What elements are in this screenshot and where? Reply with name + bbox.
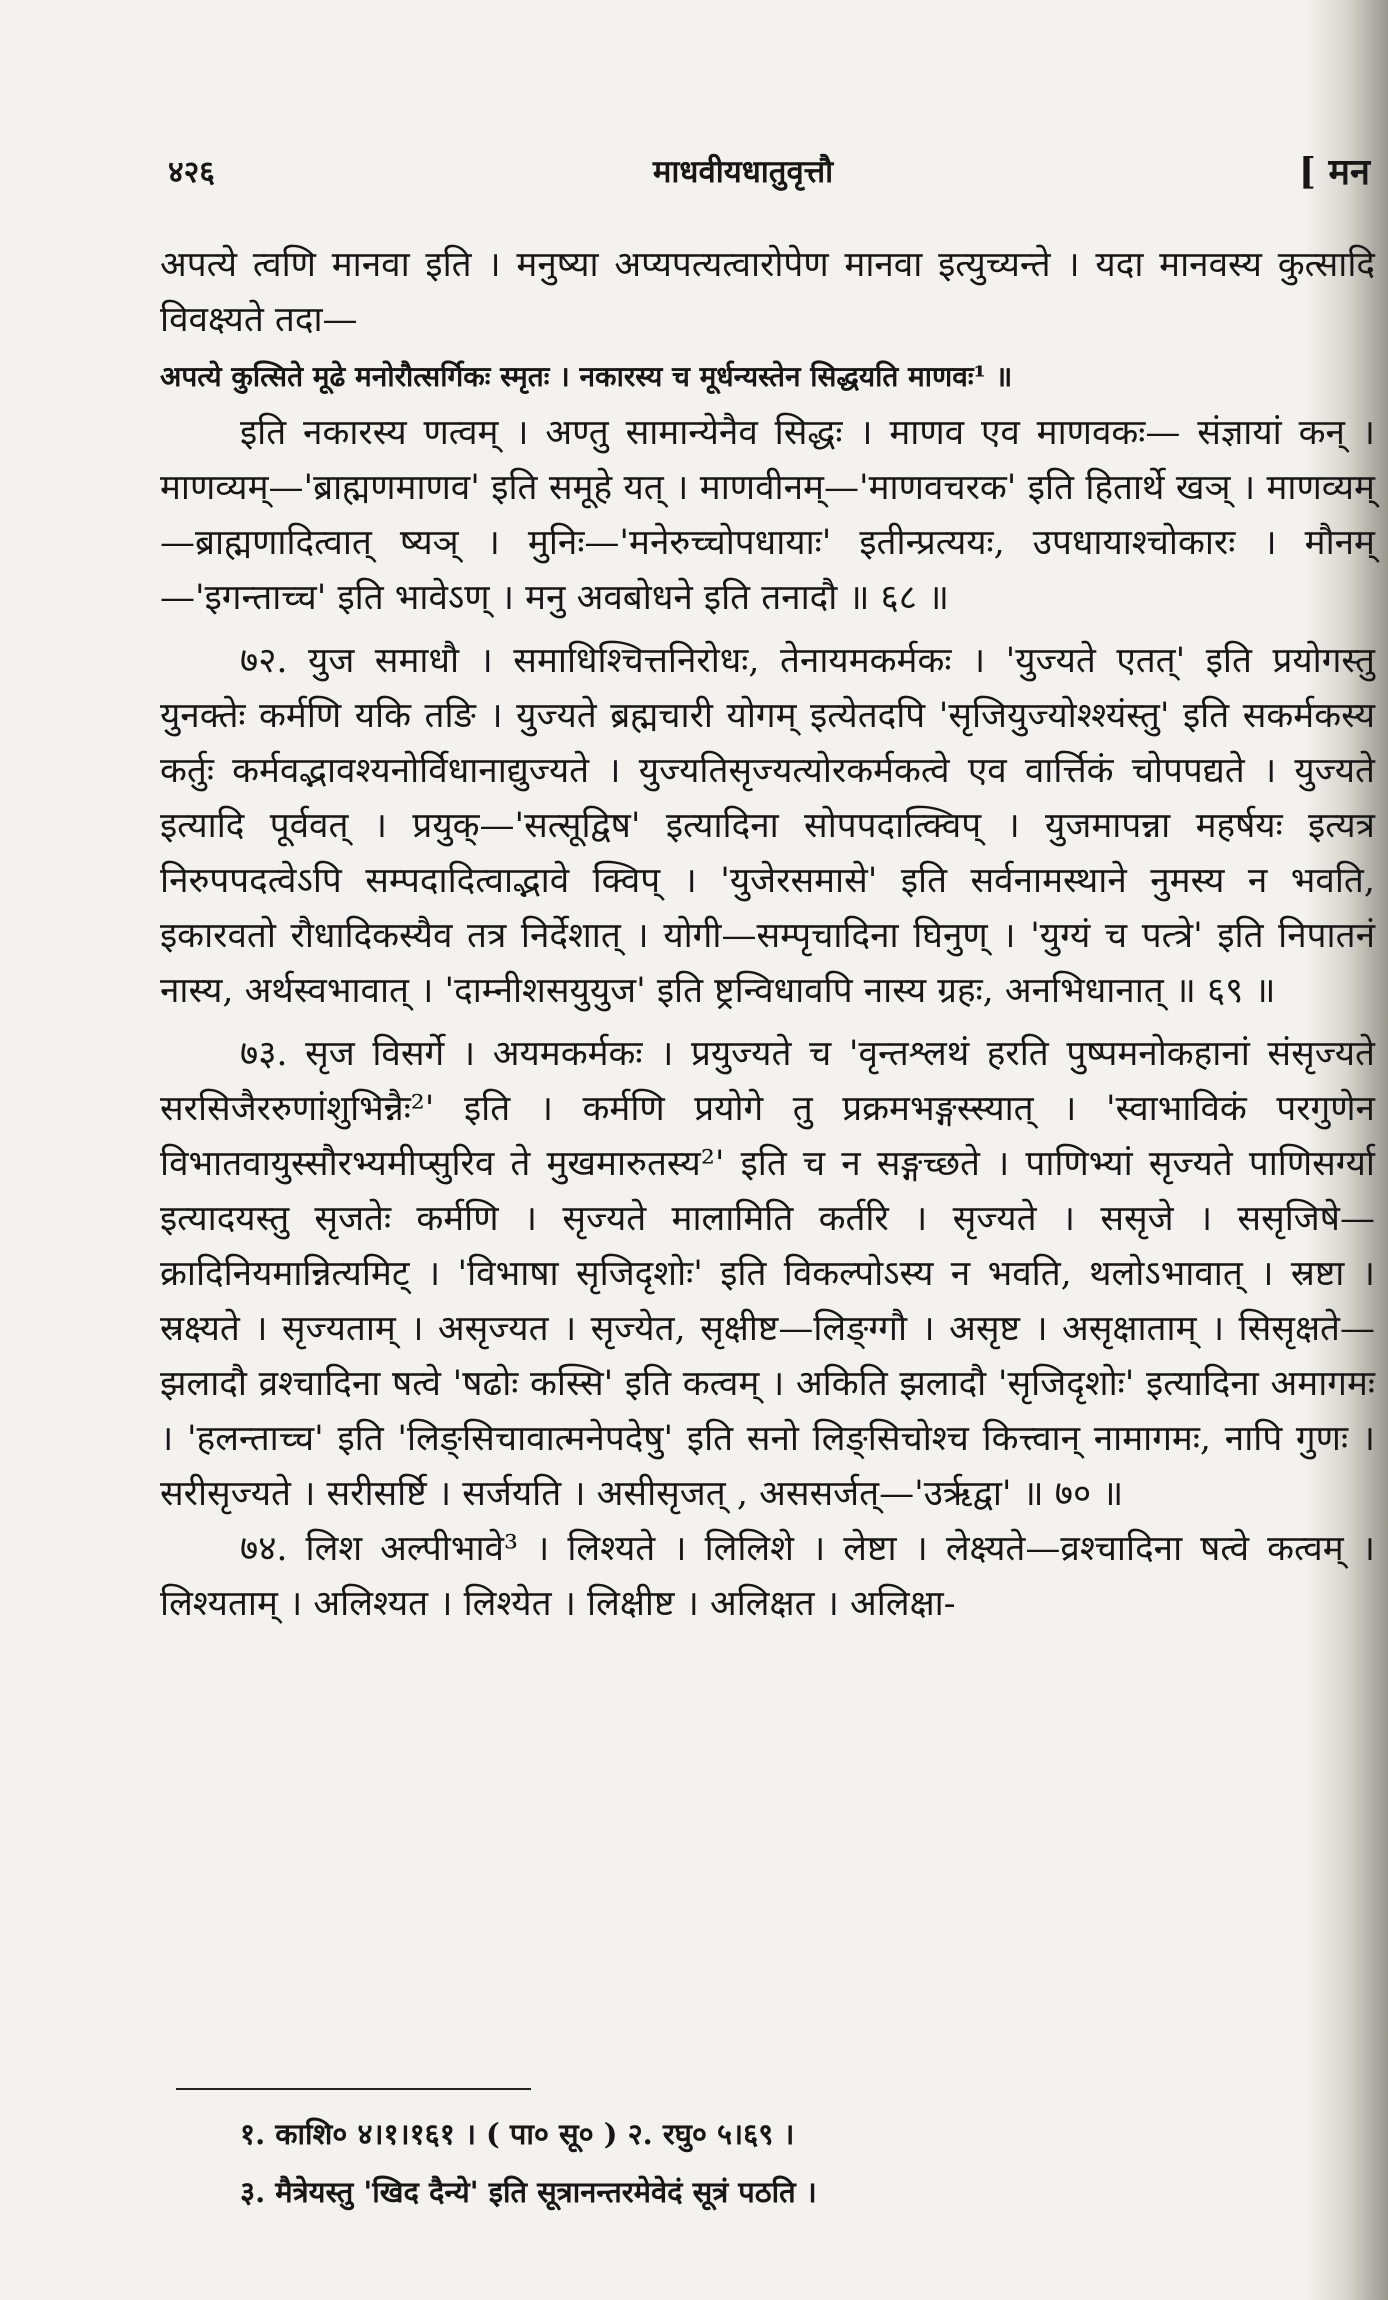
verse-line: अपत्ये कुत्सिते मूढे मनोरौत्सर्गिकः स्मृतः । नकारस्य च मूर्धन्यस्तेन सिद्धयति माणवः¹ ॥ — [160, 360, 1013, 393]
paragraph-lisha: ७४. लिश अल्पीभावे³ । लिश्यते । लिलिशे । लेष्टा । लेक्ष्यते—व्रश्चादिना षत्वे कत्वम् । लिश्यताम् । अलिश्यत । लिश्येत । लिक्षीष्ट । अलिक्षत । अलिक्षा- — [160, 1529, 1375, 1624]
paragraph-intro: अपत्ये त्वणि मानवा इति । मनुष्या अप्यपत्यत्वारोपेण मानवा इत्युच्यन्ते । यदा मानवस्य कुत्सादि विवक्ष्यते तदा— — [160, 245, 1375, 340]
paragraph-srja: ७३. सृज विसर्गे । अयमकर्मकः । प्रयुज्यते च 'वृन्तश्लथं हरति पुष्पमनोकहानां संसृज्यते सरसिजैररुणांशुभिन्नैः²' इति । कर्मणि प्रयोगे तु प्रक्रमभङ्गस्स्यात् । 'स्वाभाविकं परगुणेन विभातवायुस्सौरभ्यमीप्सुरिव ते मुखमारुतस्य²' इति च न सङ्गच्छते । पाणिभ्यां सृज्यते पाणिसर्ग्या इत्यादयस्तु सृजतेः कर्मणि । सृज्यते मालामिति कर्तरि । सृज्यते । ससृजे । ससृजिषे—क्रादिनियमान्नित्यमिट् । 'विभाषा सृजिदृशोः' इति विकल्पोऽस्य न भवति, थलोऽभावात् । स्रष्टा । स्रक्ष्यते । सृज्यताम् । असृज्यत । सृज्येत, सृक्षीष्ट—लिङ्ग्गौ । असृष्ट । असृक्षाताम् । सिसृक्षते—झलादौ व्रश्चादिना षत्वे 'षढोः कस्सि' इति कत्वम् । अकिति झलादौ 'सृजिदृशोः' इत्यादिना अमागमः । 'हलन्ताच्च' इति 'लिङ्सिचावात्मनेपदेषु' इति सनो लिङ्सिचोश्च कित्त्वान् नामागमः, नापि गुणः । सरीसृज्यते । सरीसर्ष्टि । सर्जयति । असीसृजत् , अससर्जत्—'उर्ऋद्वा' ॥ ७० ॥ — [160, 1034, 1375, 1514]
footnotes — [240, 2105, 1340, 2221]
page-header — [168, 150, 1378, 200]
footnote-1-2: १. काशि० ४।१।१६१ । ( पा० सू० ) २. रघु० ५।६९ । — [240, 2117, 795, 2151]
paragraph-satva: इति नकारस्य णत्वम् । अण्तु सामान्येनैव सिद्धः । माणव एव माणवकः— संज्ञायां कन् । माणव्यम्—'ब्राह्मणमाणव' इति समूहे यत् । माणवीनम्—'माणवचरक' इति हितार्थे खञ् । माणव्यम्—ब्राह्मणादित्वात् ष्यञ् । मुनिः—'मनेरुच्चोपधायाः' इतीन्प्रत्ययः, उपधायाश्चोकारः । मौनम्—'इगन्ताच्च' इति भावेऽण् । मनु अवबोधने इति तनादौ ॥ ६८ ॥ — [160, 413, 1375, 618]
footnote-rule — [176, 2088, 531, 2090]
running-title: माधवीयधातुवृत्तौ — [652, 154, 834, 190]
paragraph-yuja: ७२. युज समाधौ । समाधिश्चित्तनिरोधः, तेनायमकर्मकः । 'युज्यते एतत्' इति प्रयोगस्तु युनक्तेः कर्मणि यकि तङि । युज्यते ब्रह्मचारी योगम् इत्येतदपि 'सृजियुज्योश्श्यंस्तु' इति सकर्मकस्य कर्तुः कर्मवद्भावश्यनोर्विधानाद्युज्यते । युज्यतिसृज्यत्योरकर्मकत्वे एव वार्त्तिकं चोपपद्यते । युज्यते इत्यादि पूर्ववत् । प्रयुक्—'सत्सूद्विष' इत्यादिना सोपपदात्क्विप् । युजमापन्ना महर्षयः इत्यत्र निरुपपदत्वेऽपि सम्पदादित्वाद्भावे क्विप् । 'युजेरसमासे' इति सर्वनामस्थाने नुमस्य न भवति, इकारवतो रौधादिकस्यैव तत्र निर्देशात् । योगी—सम्पृचादिना घिनुण् । 'युग्यं च पत्त्रे' इति निपातनं नास्य, अर्थस्वभावात् । 'दाम्नीशसयुयुज' इति ष्ट्रन्विधावपि नास्य ग्रहः, अनभिधानात् ॥ ६९ ॥ — [160, 641, 1375, 1011]
page-body — [160, 238, 1375, 1632]
section-marker: [ मन — [1298, 151, 1370, 193]
page-number: ४२६ — [168, 155, 215, 190]
footnote-3: ३. मैत्रेयस्तु 'खिद दैन्ये' इति सूत्रानन्तरमेवेदं सूत्रं पठति । — [240, 2175, 817, 2209]
